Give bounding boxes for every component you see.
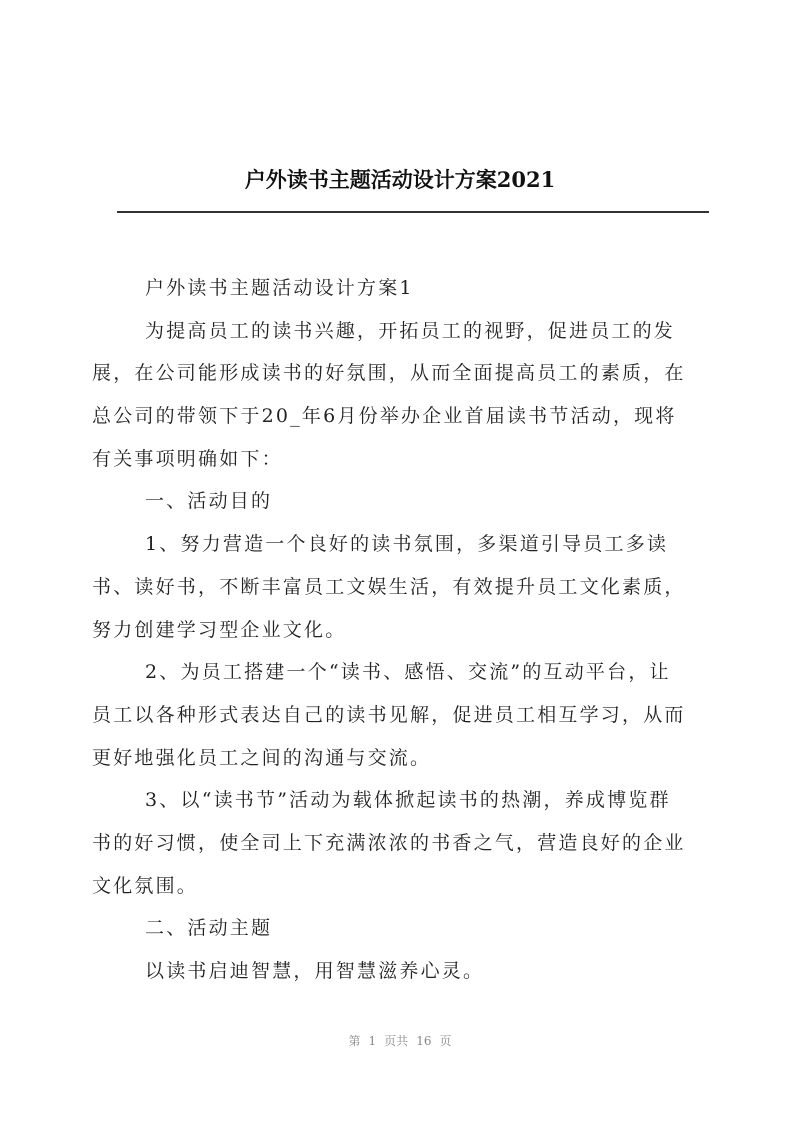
paragraph-line: 努力创建学习型企业文化。 [92, 618, 347, 641]
section-heading: 户外读书主题活动设计方案1 [145, 277, 414, 299]
paragraph-line: 以读书启迪智慧，用智慧滋养心灵。 [145, 960, 485, 982]
paragraph-line: 为提高员工的读书兴趣，开拓员工的视野，促进员工的发 [145, 319, 676, 342]
paragraph-line: 展，在公司能形成读书的好氛围，从而全面提高员工的素质，在 [92, 362, 686, 385]
section-heading: 一、活动目的 [145, 490, 273, 513]
paragraph-line: 1、努力营造一个良好的读书氛围，多渠道引导员工多读 [145, 533, 669, 556]
paragraph-line: 2、为员工搭建一个“读书、感悟、交流”的互动平台，让 [145, 661, 671, 684]
page-footer [0, 1032, 800, 1049]
total-pages: 16 [416, 1034, 432, 1048]
title-divider [117, 211, 709, 213]
paragraph-line: 更好地强化员工之间的沟通与交流。 [92, 746, 432, 769]
paragraph-line: 书、读好书，不断丰富员工文娱生活，有效提升员工文化素质， [92, 575, 686, 598]
page-suffix: 页 [439, 1034, 452, 1048]
paragraph-line: 总公司的带领下于20_年6月份举办企业首届读书节活动，现将 [92, 405, 677, 428]
section-heading: 二、活动主题 [145, 917, 273, 940]
page-number: 1 [368, 1034, 377, 1048]
paragraph-line: 3、以“读书节”活动为载体掀起读书的热潮，养成博览群 [145, 789, 671, 812]
page-prefix: 第 [348, 1034, 361, 1048]
paragraph-line: 文化氛围。 [92, 874, 199, 897]
document-title: 户外读书主题活动设计方案2021 [244, 167, 556, 192]
paragraph-line: 书的好习惯，使全司上下充满浓浓的书香之气，营造良好的企业 [92, 831, 686, 854]
paragraph-line: 员工以各种形式表达自己的读书见解，促进员工相互学习，从而 [92, 703, 686, 726]
document-body [92, 272, 712, 998]
paragraph-line: 有关事项明确如下： [92, 447, 283, 470]
page-mid: 页共 [384, 1034, 409, 1048]
